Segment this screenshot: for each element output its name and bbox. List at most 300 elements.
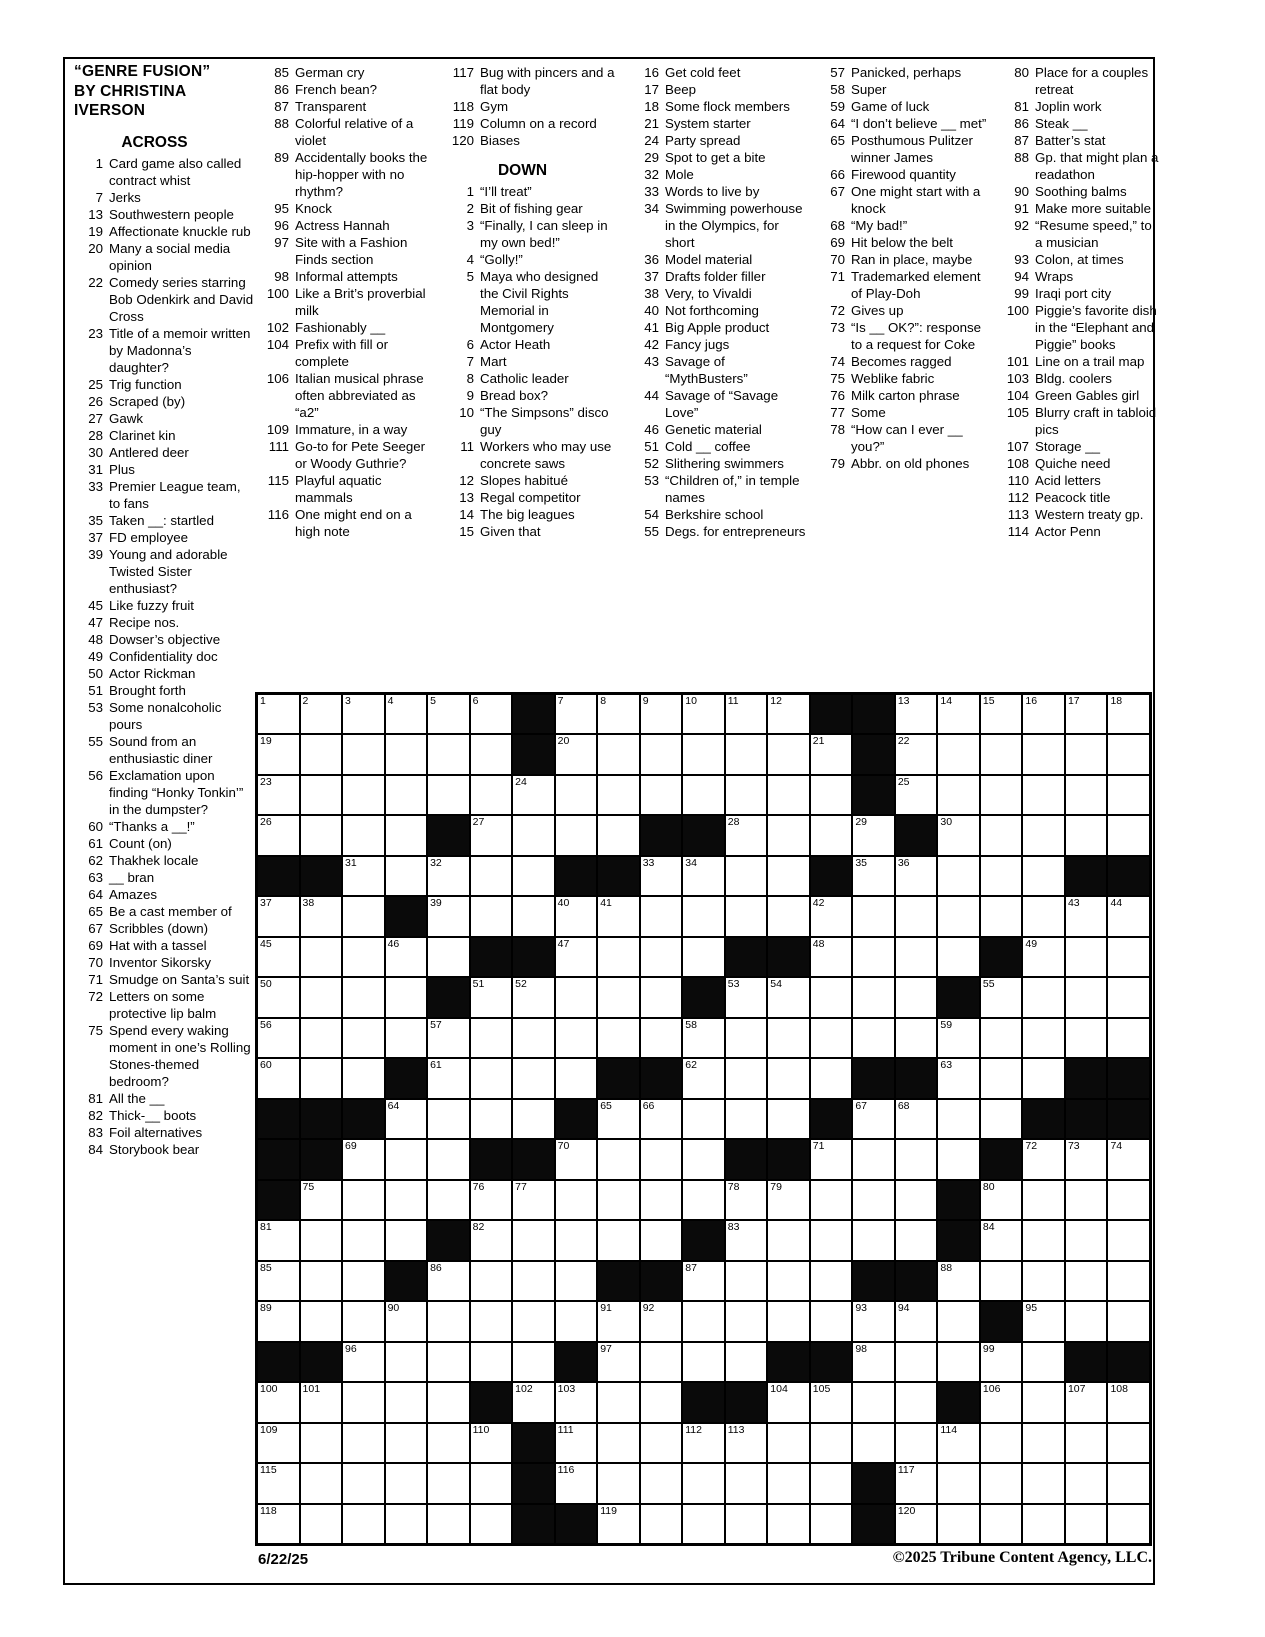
grid-cell[interactable] (811, 1181, 852, 1219)
grid-cell[interactable] (471, 1181, 512, 1219)
grid-cell[interactable] (1023, 1505, 1064, 1543)
grid-cell[interactable] (981, 1505, 1022, 1543)
grid-cell[interactable] (768, 1383, 809, 1421)
grid-cell[interactable] (811, 735, 852, 773)
grid-cell[interactable] (896, 938, 937, 976)
grid-cell[interactable] (513, 816, 554, 854)
grid-cell[interactable] (641, 735, 682, 773)
grid-cell[interactable] (301, 978, 342, 1016)
grid-cell[interactable] (301, 1059, 342, 1097)
grid-cell[interactable] (598, 1019, 639, 1057)
grid-cell[interactable] (683, 857, 724, 895)
grid-cell[interactable] (641, 776, 682, 814)
grid-cell[interactable] (896, 1424, 937, 1462)
grid-cell[interactable] (258, 1262, 299, 1300)
grid-cell[interactable] (556, 1464, 597, 1502)
grid-cell[interactable] (726, 695, 767, 733)
grid-cell[interactable] (1108, 1181, 1149, 1219)
grid-cell[interactable] (896, 1181, 937, 1219)
grid-cell[interactable] (343, 1140, 384, 1178)
grid-cell[interactable] (1108, 1019, 1149, 1057)
grid-cell[interactable] (938, 695, 979, 733)
grid-cell[interactable] (683, 1424, 724, 1462)
grid-cell[interactable] (258, 1505, 299, 1543)
grid-cell[interactable] (556, 695, 597, 733)
grid-cell[interactable] (598, 1181, 639, 1219)
grid-cell[interactable] (471, 1262, 512, 1300)
grid-cell[interactable] (683, 897, 724, 935)
grid-cell[interactable] (641, 1424, 682, 1462)
grid-cell[interactable] (1108, 978, 1149, 1016)
grid-cell[interactable] (853, 1019, 894, 1057)
grid-cell[interactable] (598, 1383, 639, 1421)
grid-cell[interactable] (768, 1100, 809, 1138)
grid-cell[interactable] (428, 1140, 469, 1178)
grid-cell[interactable] (768, 1302, 809, 1340)
grid-cell[interactable] (1066, 1181, 1107, 1219)
grid-cell[interactable] (343, 938, 384, 976)
grid-cell[interactable] (258, 1059, 299, 1097)
grid-cell[interactable] (726, 897, 767, 935)
grid-cell[interactable] (1108, 695, 1149, 733)
grid-cell[interactable] (301, 1302, 342, 1340)
grid-cell[interactable] (938, 1505, 979, 1543)
grid-cell[interactable] (641, 1383, 682, 1421)
grid-cell[interactable] (768, 978, 809, 1016)
grid-cell[interactable] (768, 1221, 809, 1259)
grid-cell[interactable] (726, 857, 767, 895)
grid-cell[interactable] (981, 1019, 1022, 1057)
grid-cell[interactable] (386, 735, 427, 773)
grid-cell[interactable] (896, 857, 937, 895)
grid-cell[interactable] (811, 1140, 852, 1178)
grid-cell[interactable] (343, 1464, 384, 1502)
grid-cell[interactable] (641, 1302, 682, 1340)
grid-cell[interactable] (428, 695, 469, 733)
grid-cell[interactable] (938, 897, 979, 935)
grid-cell[interactable] (768, 857, 809, 895)
grid-cell[interactable] (811, 1019, 852, 1057)
grid-cell[interactable] (598, 1424, 639, 1462)
grid-cell[interactable] (1023, 857, 1064, 895)
grid-cell[interactable] (1023, 1019, 1064, 1057)
grid-cell[interactable] (301, 897, 342, 935)
grid-cell[interactable] (598, 1505, 639, 1543)
grid-cell[interactable] (1023, 978, 1064, 1016)
grid-cell[interactable] (641, 1221, 682, 1259)
grid-cell[interactable] (428, 1100, 469, 1138)
grid-cell[interactable] (258, 1464, 299, 1502)
grid-cell[interactable] (853, 1383, 894, 1421)
grid-cell[interactable] (1108, 897, 1149, 935)
grid-cell[interactable] (726, 1100, 767, 1138)
grid-cell[interactable] (683, 1140, 724, 1178)
grid-cell[interactable] (896, 1383, 937, 1421)
grid-cell[interactable] (513, 857, 554, 895)
grid-cell[interactable] (343, 1505, 384, 1543)
grid-cell[interactable] (896, 735, 937, 773)
grid-cell[interactable] (513, 776, 554, 814)
grid-cell[interactable] (1108, 1424, 1149, 1462)
grid-cell[interactable] (471, 978, 512, 1016)
grid-cell[interactable] (853, 1343, 894, 1381)
grid-cell[interactable] (513, 1019, 554, 1057)
grid-cell[interactable] (556, 1221, 597, 1259)
grid-cell[interactable] (598, 816, 639, 854)
grid-cell[interactable] (386, 1424, 427, 1462)
grid-cell[interactable] (556, 897, 597, 935)
grid-cell[interactable] (1023, 938, 1064, 976)
grid-cell[interactable] (981, 776, 1022, 814)
grid-cell[interactable] (471, 1019, 512, 1057)
grid-cell[interactable] (301, 1383, 342, 1421)
grid-cell[interactable] (386, 1140, 427, 1178)
grid-cell[interactable] (938, 938, 979, 976)
grid-cell[interactable] (1066, 978, 1107, 1016)
grid-cell[interactable] (768, 1019, 809, 1057)
grid-cell[interactable] (258, 897, 299, 935)
grid-cell[interactable] (1023, 1140, 1064, 1178)
grid-cell[interactable] (811, 776, 852, 814)
grid-cell[interactable] (1023, 816, 1064, 854)
grid-cell[interactable] (853, 1302, 894, 1340)
grid-cell[interactable] (301, 1262, 342, 1300)
grid-cell[interactable] (258, 816, 299, 854)
grid-cell[interactable] (556, 1140, 597, 1178)
grid-cell[interactable] (726, 1019, 767, 1057)
grid-cell[interactable] (428, 1464, 469, 1502)
grid-cell[interactable] (428, 897, 469, 935)
grid-cell[interactable] (343, 1059, 384, 1097)
grid-cell[interactable] (513, 1262, 554, 1300)
grid-cell[interactable] (1023, 695, 1064, 733)
grid-cell[interactable] (1023, 1464, 1064, 1502)
grid-cell[interactable] (1066, 1302, 1107, 1340)
grid-cell[interactable] (641, 857, 682, 895)
grid-cell[interactable] (641, 1100, 682, 1138)
grid-cell[interactable] (598, 776, 639, 814)
grid-cell[interactable] (386, 1383, 427, 1421)
grid-cell[interactable] (768, 1181, 809, 1219)
grid-cell[interactable] (1108, 1221, 1149, 1259)
grid-cell[interactable] (981, 1464, 1022, 1502)
grid-cell[interactable] (471, 1505, 512, 1543)
grid-cell[interactable] (1108, 776, 1149, 814)
grid-cell[interactable] (938, 1100, 979, 1138)
grid-cell[interactable] (513, 1302, 554, 1340)
grid-cell[interactable] (896, 1019, 937, 1057)
grid-cell[interactable] (981, 1424, 1022, 1462)
grid-cell[interactable] (598, 735, 639, 773)
grid-cell[interactable] (683, 1505, 724, 1543)
grid-cell[interactable] (343, 1383, 384, 1421)
grid-cell[interactable] (343, 978, 384, 1016)
grid-cell[interactable] (556, 1181, 597, 1219)
grid-cell[interactable] (726, 1343, 767, 1381)
grid-cell[interactable] (556, 1383, 597, 1421)
grid-cell[interactable] (938, 735, 979, 773)
grid-cell[interactable] (556, 1059, 597, 1097)
grid-cell[interactable] (598, 1302, 639, 1340)
grid-cell[interactable] (726, 776, 767, 814)
grid-cell[interactable] (853, 978, 894, 1016)
grid-cell[interactable] (811, 938, 852, 976)
grid-cell[interactable] (386, 1302, 427, 1340)
grid-cell[interactable] (1066, 1505, 1107, 1543)
grid-cell[interactable] (726, 1059, 767, 1097)
grid-cell[interactable] (471, 735, 512, 773)
grid-cell[interactable] (768, 776, 809, 814)
grid-cell[interactable] (683, 735, 724, 773)
grid-cell[interactable] (1066, 816, 1107, 854)
grid-cell[interactable] (853, 897, 894, 935)
grid-cell[interactable] (726, 1262, 767, 1300)
grid-cell[interactable] (938, 776, 979, 814)
grid-cell[interactable] (853, 1181, 894, 1219)
grid-cell[interactable] (683, 1181, 724, 1219)
grid-cell[interactable] (598, 1343, 639, 1381)
grid-cell[interactable] (471, 1302, 512, 1340)
grid-cell[interactable] (1108, 1262, 1149, 1300)
grid-cell[interactable] (343, 776, 384, 814)
grid-cell[interactable] (428, 1302, 469, 1340)
grid-cell[interactable] (301, 695, 342, 733)
grid-cell[interactable] (683, 776, 724, 814)
grid-cell[interactable] (1066, 897, 1107, 935)
grid-cell[interactable] (471, 1221, 512, 1259)
grid-cell[interactable] (471, 897, 512, 935)
grid-cell[interactable] (301, 776, 342, 814)
grid-cell[interactable] (896, 776, 937, 814)
grid-cell[interactable] (1023, 1343, 1064, 1381)
grid-cell[interactable] (258, 1383, 299, 1421)
grid-cell[interactable] (1023, 1424, 1064, 1462)
grid-cell[interactable] (1066, 1140, 1107, 1178)
grid-cell[interactable] (471, 1059, 512, 1097)
grid-cell[interactable] (598, 938, 639, 976)
grid-cell[interactable] (556, 1019, 597, 1057)
grid-cell[interactable] (1066, 1424, 1107, 1462)
grid-cell[interactable] (386, 695, 427, 733)
grid-cell[interactable] (301, 1221, 342, 1259)
grid-cell[interactable] (1066, 1464, 1107, 1502)
grid-cell[interactable] (683, 1019, 724, 1057)
grid-cell[interactable] (896, 695, 937, 733)
grid-cell[interactable] (683, 1262, 724, 1300)
grid-cell[interactable] (556, 776, 597, 814)
grid-cell[interactable] (258, 978, 299, 1016)
grid-cell[interactable] (1023, 1383, 1064, 1421)
grid-cell[interactable] (768, 1464, 809, 1502)
grid-cell[interactable] (301, 816, 342, 854)
grid-cell[interactable] (556, 735, 597, 773)
grid-cell[interactable] (768, 1505, 809, 1543)
grid-cell[interactable] (386, 776, 427, 814)
grid-cell[interactable] (343, 816, 384, 854)
grid-cell[interactable] (471, 1424, 512, 1462)
grid-cell[interactable] (301, 938, 342, 976)
grid-cell[interactable] (343, 735, 384, 773)
grid-cell[interactable] (1108, 1505, 1149, 1543)
grid-cell[interactable] (896, 1221, 937, 1259)
grid-cell[interactable] (641, 978, 682, 1016)
grid-cell[interactable] (981, 978, 1022, 1016)
grid-cell[interactable] (556, 1424, 597, 1462)
grid-cell[interactable] (726, 1505, 767, 1543)
grid-cell[interactable] (853, 816, 894, 854)
grid-cell[interactable] (683, 695, 724, 733)
grid-cell[interactable] (641, 897, 682, 935)
grid-cell[interactable] (513, 1059, 554, 1097)
grid-cell[interactable] (641, 1343, 682, 1381)
grid-cell[interactable] (343, 1424, 384, 1462)
grid-cell[interactable] (1108, 938, 1149, 976)
grid-cell[interactable] (386, 938, 427, 976)
grid-cell[interactable] (981, 1262, 1022, 1300)
grid-cell[interactable] (641, 1505, 682, 1543)
grid-cell[interactable] (471, 1343, 512, 1381)
grid-cell[interactable] (938, 1424, 979, 1462)
grid-cell[interactable] (896, 1464, 937, 1502)
grid-cell[interactable] (301, 1019, 342, 1057)
grid-cell[interactable] (301, 1424, 342, 1462)
grid-cell[interactable] (386, 1505, 427, 1543)
grid-cell[interactable] (938, 1302, 979, 1340)
grid-cell[interactable] (386, 816, 427, 854)
grid-cell[interactable] (471, 1100, 512, 1138)
grid-cell[interactable] (938, 1262, 979, 1300)
grid-cell[interactable] (896, 1100, 937, 1138)
grid-cell[interactable] (896, 1505, 937, 1543)
grid-cell[interactable] (683, 1302, 724, 1340)
grid-cell[interactable] (896, 1140, 937, 1178)
grid-cell[interactable] (768, 897, 809, 935)
grid-cell[interactable] (896, 1343, 937, 1381)
grid-cell[interactable] (1066, 776, 1107, 814)
grid-cell[interactable] (471, 1464, 512, 1502)
grid-cell[interactable] (598, 1100, 639, 1138)
grid-cell[interactable] (641, 695, 682, 733)
grid-cell[interactable] (683, 1059, 724, 1097)
grid-cell[interactable] (301, 1181, 342, 1219)
grid-cell[interactable] (471, 857, 512, 895)
grid-cell[interactable] (981, 816, 1022, 854)
grid-cell[interactable] (938, 1464, 979, 1502)
grid-cell[interactable] (1108, 1464, 1149, 1502)
grid-cell[interactable] (641, 1181, 682, 1219)
grid-cell[interactable] (1066, 1262, 1107, 1300)
grid-cell[interactable] (386, 1464, 427, 1502)
grid-cell[interactable] (428, 857, 469, 895)
grid-cell[interactable] (513, 1383, 554, 1421)
grid-cell[interactable] (1023, 1262, 1064, 1300)
grid-cell[interactable] (513, 1343, 554, 1381)
grid-cell[interactable] (513, 1181, 554, 1219)
grid-cell[interactable] (556, 1302, 597, 1340)
grid-cell[interactable] (301, 1464, 342, 1502)
grid-cell[interactable] (1066, 938, 1107, 976)
grid-cell[interactable] (1066, 1383, 1107, 1421)
grid-cell[interactable] (811, 897, 852, 935)
grid-cell[interactable] (811, 816, 852, 854)
grid-cell[interactable] (981, 1181, 1022, 1219)
grid-cell[interactable] (258, 1019, 299, 1057)
grid-cell[interactable] (641, 1019, 682, 1057)
grid-cell[interactable] (598, 897, 639, 935)
grid-cell[interactable] (683, 938, 724, 976)
grid-cell[interactable] (556, 938, 597, 976)
grid-cell[interactable] (853, 1221, 894, 1259)
grid-cell[interactable] (896, 897, 937, 935)
grid-cell[interactable] (981, 1059, 1022, 1097)
grid-cell[interactable] (726, 978, 767, 1016)
grid-cell[interactable] (726, 1181, 767, 1219)
grid-cell[interactable] (428, 1343, 469, 1381)
grid-cell[interactable] (811, 1383, 852, 1421)
grid-cell[interactable] (768, 695, 809, 733)
grid-cell[interactable] (343, 1262, 384, 1300)
grid-cell[interactable] (301, 1505, 342, 1543)
grid-cell[interactable] (768, 816, 809, 854)
grid-cell[interactable] (981, 1221, 1022, 1259)
grid-cell[interactable] (343, 1019, 384, 1057)
grid-cell[interactable] (853, 1424, 894, 1462)
grid-cell[interactable] (428, 1383, 469, 1421)
grid-cell[interactable] (428, 776, 469, 814)
grid-cell[interactable] (811, 1262, 852, 1300)
grid-cell[interactable] (726, 1302, 767, 1340)
grid-cell[interactable] (513, 1221, 554, 1259)
grid-cell[interactable] (598, 1221, 639, 1259)
grid-cell[interactable] (768, 1059, 809, 1097)
grid-cell[interactable] (471, 776, 512, 814)
grid-cell[interactable] (343, 1343, 384, 1381)
grid-cell[interactable] (258, 938, 299, 976)
grid-cell[interactable] (343, 1181, 384, 1219)
grid-cell[interactable] (811, 1464, 852, 1502)
grid-cell[interactable] (471, 695, 512, 733)
grid-cell[interactable] (1023, 1302, 1064, 1340)
grid-cell[interactable] (386, 1100, 427, 1138)
grid-cell[interactable] (1066, 695, 1107, 733)
grid-cell[interactable] (386, 857, 427, 895)
grid-cell[interactable] (981, 857, 1022, 895)
grid-cell[interactable] (726, 816, 767, 854)
grid-cell[interactable] (641, 1140, 682, 1178)
grid-cell[interactable] (726, 1464, 767, 1502)
grid-cell[interactable] (1108, 1302, 1149, 1340)
grid-cell[interactable] (981, 1100, 1022, 1138)
grid-cell[interactable] (853, 1140, 894, 1178)
grid-cell[interactable] (981, 695, 1022, 733)
grid-cell[interactable] (513, 978, 554, 1016)
grid-cell[interactable] (938, 857, 979, 895)
grid-cell[interactable] (896, 978, 937, 1016)
grid-cell[interactable] (556, 1262, 597, 1300)
grid-cell[interactable] (726, 735, 767, 773)
grid-cell[interactable] (258, 776, 299, 814)
grid-cell[interactable] (981, 897, 1022, 935)
grid-cell[interactable] (1066, 1221, 1107, 1259)
grid-cell[interactable] (343, 695, 384, 733)
grid-cell[interactable] (343, 897, 384, 935)
grid-cell[interactable] (428, 938, 469, 976)
grid-cell[interactable] (1023, 735, 1064, 773)
grid-cell[interactable] (258, 1424, 299, 1462)
grid-cell[interactable] (343, 1221, 384, 1259)
grid-cell[interactable] (513, 1100, 554, 1138)
grid-cell[interactable] (1108, 735, 1149, 773)
